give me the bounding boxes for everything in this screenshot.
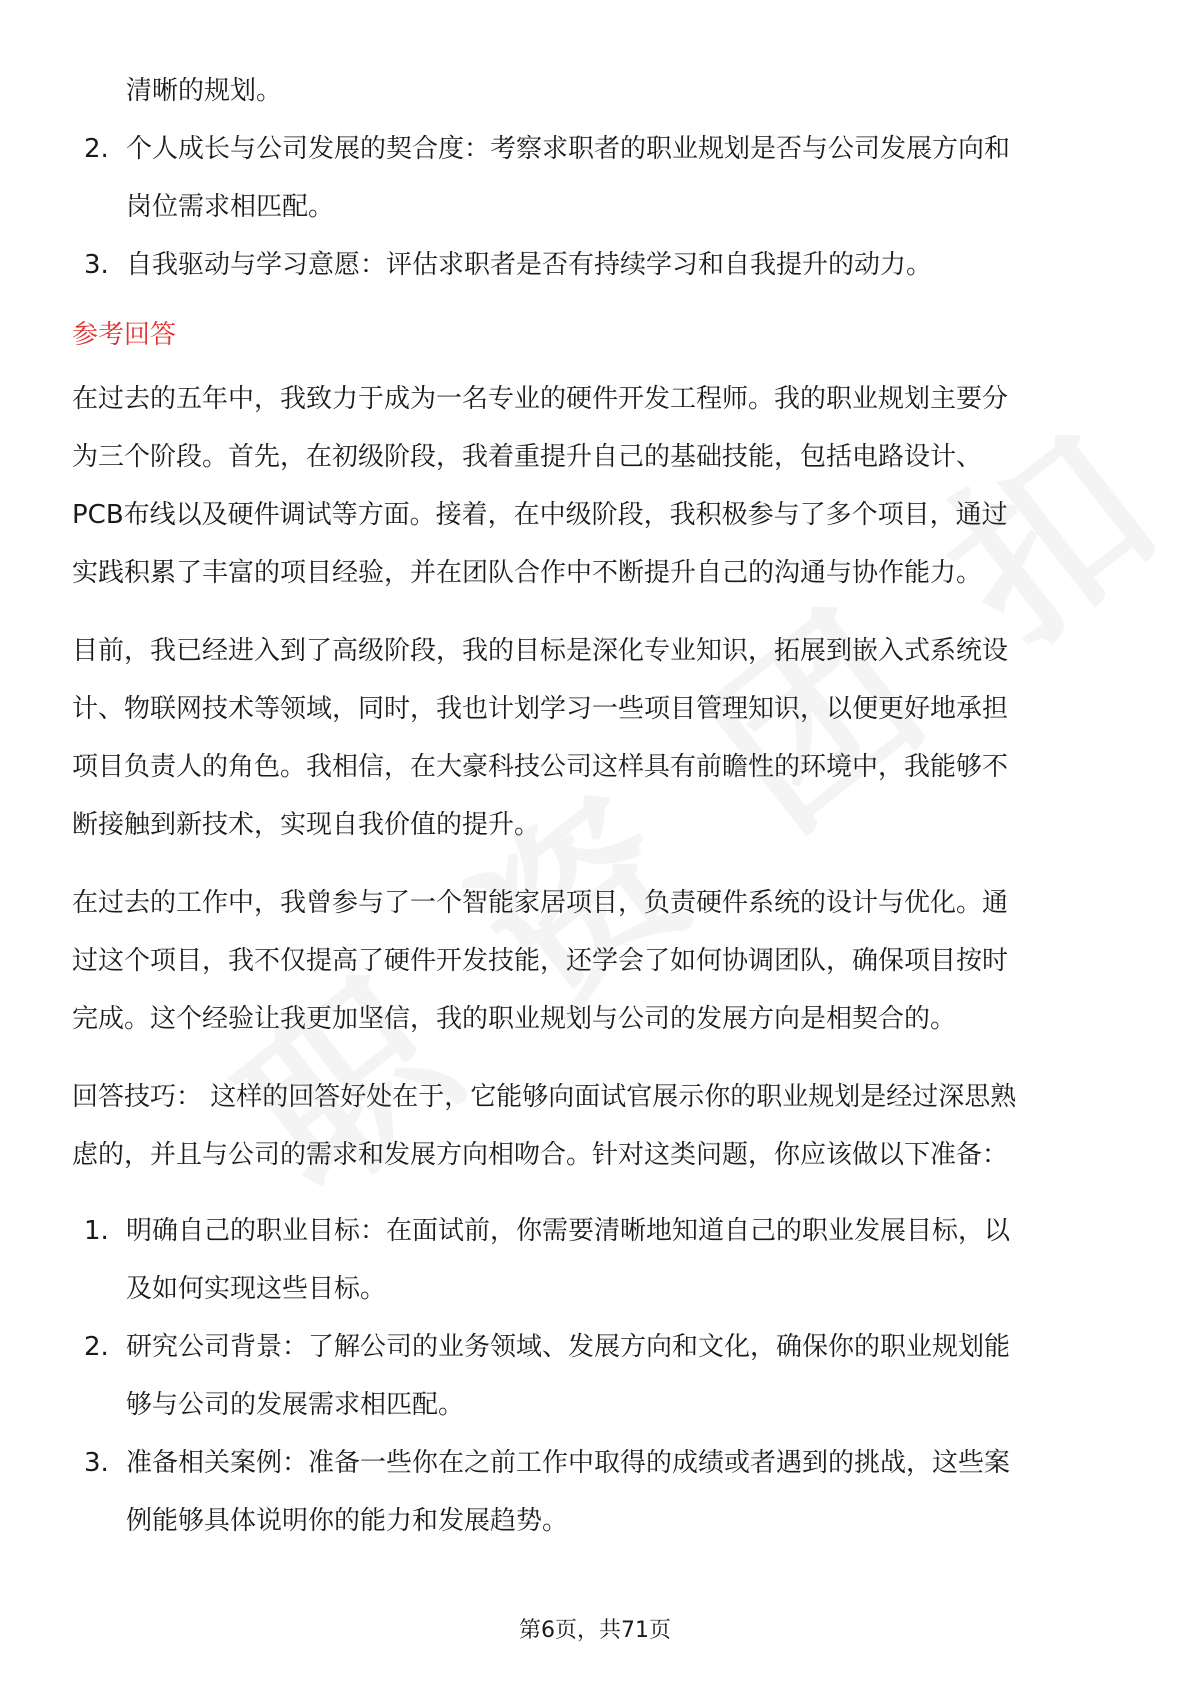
list-item-line: 明确自己的职业目标：在面试前，你需要清晰地知道自己的职业发展目标，以 — [126, 1216, 1011, 1246]
paragraph — [72, 622, 1122, 854]
paragraph-line: 为三个阶段。首先，在初级阶段，我着重提升自己的基础技能，包括电路设计、 — [72, 442, 983, 472]
list-number: 2. — [84, 1332, 109, 1362]
page-content — [72, 62, 1122, 1550]
list-item — [72, 120, 1122, 236]
paragraph-line: 项目负责人的角色。我相信，在大豪科技公司这样具有前瞻性的环境中，我能够不 — [72, 752, 1009, 782]
paragraph-line: 虑的，并且与公司的需求和发展方向相吻合。针对这类问题，你应该做以下准备： — [72, 1140, 1009, 1170]
page-footer: 第6页，共71页 — [519, 1618, 671, 1643]
paragraph-line: 计、物联网技术等领域，同时，我也计划学习一些项目管理知识，以便更好地承担 — [72, 694, 1009, 724]
paragraph-line: 实践积累了丰富的项目经验，并在团队合作中不断提升自己的沟通与协作能力。 — [72, 558, 983, 588]
paragraph-line: 在过去的五年中，我致力于成为一名专业的硬件开发工程师。我的职业规划主要分 — [72, 384, 1009, 414]
paragraph-line: 在过去的工作中，我曾参与了一个智能家居项目，负责硬件系统的设计与优化。通 — [72, 888, 1009, 918]
list-item — [72, 1202, 1122, 1318]
paragraph-line: 回答技巧： 这样的回答好处在于，它能够向面试官展示你的职业规划是经过深思熟 — [72, 1082, 1017, 1112]
list-number: 3. — [84, 1448, 109, 1478]
list-number: 1. — [84, 1216, 109, 1246]
list-item-continuation — [72, 62, 1122, 120]
paragraph-line: 过这个项目，我不仅提高了硬件开发技能，还学会了如何协调团队，确保项目按时 — [72, 946, 1009, 976]
paragraph-line: 断接触到新技术，实现自我价值的提升。 — [72, 810, 541, 840]
list-item — [72, 236, 1122, 294]
section-heading: 参考回答 — [72, 320, 177, 350]
list-item-line: 准备相关案例：准备一些你在之前工作中取得的成绩或者遇到的挑战，这些案 — [126, 1448, 1011, 1478]
list-item — [72, 1318, 1122, 1434]
list-item-line: 及如何实现这些目标。 — [126, 1274, 387, 1304]
list-item-line: 岗位需求相匹配。 — [126, 192, 335, 222]
list-item-line: 自我驱动与学习意愿：评估求职者是否有持续学习和自我提升的动力。 — [126, 250, 933, 280]
paragraph-tips-intro — [72, 1068, 1122, 1184]
paragraph-line: 目前，我已经进入到了高级阶段，我的目标是深化专业知识，拓展到嵌入式系统设 — [72, 636, 1009, 666]
paragraph-line: 完成。这个经验让我更加坚信，我的职业规划与公司的发展方向是相契合的。 — [72, 1004, 957, 1034]
list-number: 2. — [84, 134, 109, 164]
paragraph — [72, 874, 1122, 1048]
list-item-line: 例能够具体说明你的能力和发展趋势。 — [126, 1506, 569, 1536]
list-item-text: 清晰的规划。 — [126, 76, 283, 106]
list-item — [72, 1434, 1122, 1550]
list-number: 3. — [84, 250, 109, 280]
tips-list — [72, 1202, 1122, 1550]
paragraph — [72, 370, 1122, 602]
list-item-line: 够与公司的发展需求相匹配。 — [126, 1390, 465, 1420]
list-item-line: 研究公司背景：了解公司的业务领域、发展方向和文化，确保你的职业规划能 — [126, 1332, 1011, 1362]
list-item-line: 个人成长与公司发展的契合度：考察求职者的职业规划是否与公司发展方向和 — [126, 134, 1011, 164]
paragraph-line: PCB布线以及硬件调试等方面。接着，在中级阶段，我积极参与了多个项目，通过 — [72, 500, 1008, 530]
